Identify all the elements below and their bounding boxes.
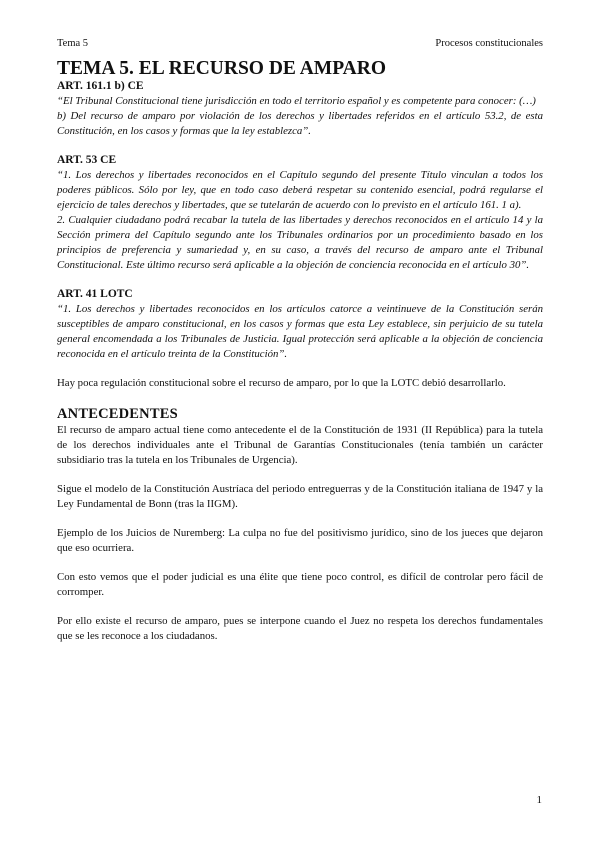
- art-161-quote-1: “El Tribunal Constitucional tiene jurisdicción en todo el territorio español y es competente para conocer: (…): [57, 95, 536, 107]
- antecedentes-paragraph-3: Ejemplo de los Juicios de Nuremberg: La culpa no fue del positivismo jurídico, sino de los jueces que dejaron que eso ocurriera.: [57, 527, 543, 554]
- art-53-quote-1: “1. Los derechos y libertades reconocidos en el Capítulo segundo del presente Título vinculan a todos los poderes públicos. Sólo por ley, que en todo caso deberá respetar su contenido esencial, podrá regularse el ejercicio de tales derechos y libertades, que se tutelarán de acuerdo con lo previsto en el artículo 161. 1 a).: [57, 169, 543, 211]
- antecedentes-paragraph-4: Con esto vemos que el poder judicial es una élite que tiene poco control, es difícil de controlar pero fácil de corromper.: [57, 571, 543, 598]
- art-161-quote-2: b) Del recurso de amparo por violación de los derechos y libertades referidos en el artículo 53.2, de esta Constitución, en los casos y formas que la ley establezca”.: [57, 110, 543, 137]
- page-content: [57, 58, 543, 644]
- art-53-heading: ART. 53 CE: [57, 154, 117, 166]
- regulation-note: Hay poca regulación constitucional sobre el recurso de amparo, por lo que la LOTC debió desarrollarlo.: [57, 377, 506, 389]
- art-41-quote-1: “1. Los derechos y libertades reconocidos en los artículos catorce a veintinueve de la Constitución serán susceptibles de amparo constitucional, en los casos y formas que esta Ley establece, sin perjuicio de su tutela general encomendada a los Tribunales de Justicia. Igual protección será aplicable a la objeción de conciencia reconocida en el artículo treinta de la Constitución”.: [57, 303, 543, 360]
- antecedentes-paragraph-5: Por ello existe el recurso de amparo, pues se interpone cuando el Juez no respeta los derechos fundamentales que se les reconoce a los ciudadanos.: [57, 615, 543, 642]
- antecedentes-heading: ANTECEDENTES: [57, 406, 178, 422]
- art-41-heading: ART. 41 LOTC: [57, 288, 133, 300]
- page-title: TEMA 5. EL RECURSO DE AMPARO: [57, 58, 387, 79]
- antecedentes-paragraph-1: El recurso de amparo actual tiene como antecedente el de la Constitución de 1931 (II República) para la tutela de los derechos individuales ante el Tribunal de Garantías Constitucionales (tenía también un carácter subsidiario tras la tutela en los Tribunales de Urgencia).: [57, 424, 543, 466]
- antecedentes-paragraph-2: Sigue el modelo de la Constitución Austríaca del periodo entreguerras y de la Constitución italiana de 1947 y la Ley Fundamental de Bonn (tras la IIGM).: [57, 483, 543, 510]
- running-header-right: Procesos constitucionales: [435, 38, 543, 49]
- art-161-heading: ART. 161.1 b) CE: [57, 80, 144, 92]
- running-header-left: Tema 5: [57, 38, 89, 49]
- page-number: 1: [536, 794, 542, 806]
- art-53-quote-2: 2. Cualquier ciudadano podrá recabar la tutela de las libertades y derechos reconocidos en el artículo 14 y la Sección primera del Capítulo segundo ante los Tribunales ordinarios por un procedimiento basado en los principios de preferencia y sumariedad y, en su caso, a través del recurso de amparo ante el Tribunal Constitucional. Este último recurso será aplicable a la objeción de conciencia reconocida en el artículo 30”.: [57, 214, 543, 271]
